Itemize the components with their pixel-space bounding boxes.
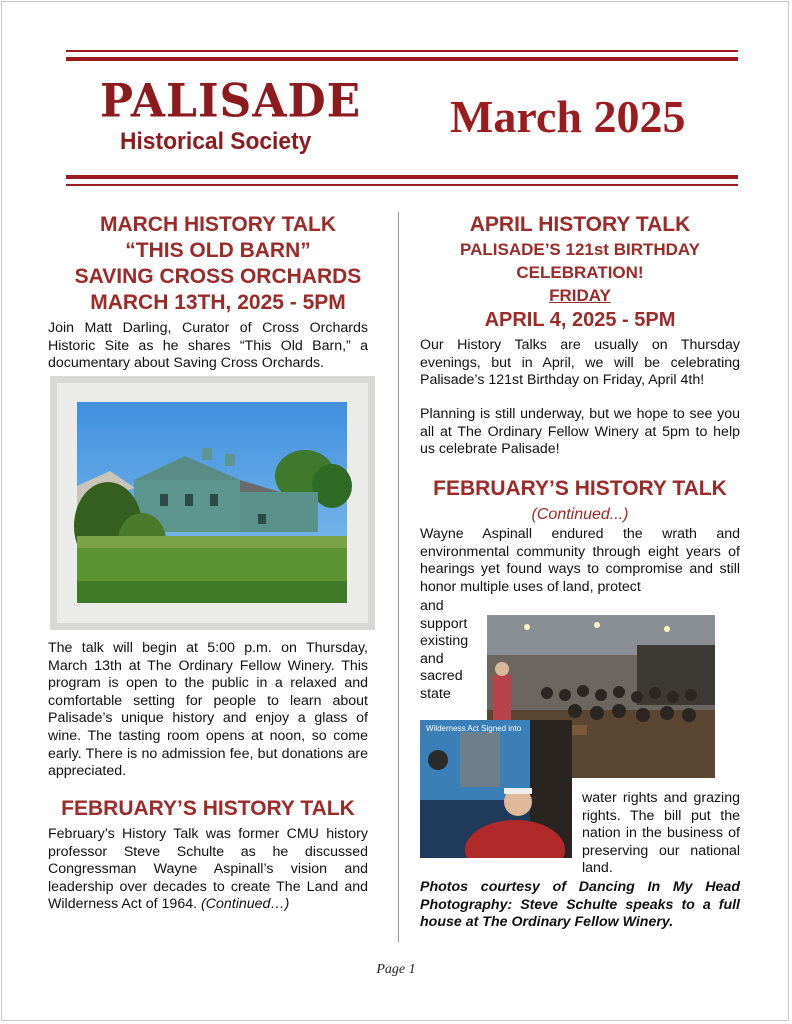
feb-continued-para: Wayne Aspinall endured the wrath and environmental community through eight years of hearings yet found ways to compromise and still honor multiple uses of land, protect (420, 526, 740, 595)
feb-talk-heading-right: FEBRUARY’S HISTORY TALK (433, 477, 727, 500)
feb-wrap-after: water rights and grazing rights. The bill put the nation in the business of preserving our national land. (582, 790, 740, 877)
top-rule-1 (66, 50, 738, 52)
column-divider (398, 212, 399, 942)
feb-continued-heading: (Continued...) (531, 506, 629, 523)
logo-subtitle: Historical Society (120, 128, 312, 155)
wrap-word: support (420, 615, 468, 632)
wrap-word: sacred (420, 668, 463, 685)
april-heading-line2: PALISADE’S 121st BIRTHDAY (460, 240, 700, 259)
bottom-rule-1 (66, 175, 738, 179)
screen-text: Wilderness Act Signed into (426, 724, 522, 733)
photo-caption: Photos courtesy of Dancing In My Head Photography: Steve Schulte speaks to a full house at The Ordinary Fellow Winery. (420, 879, 740, 931)
top-rule-2 (66, 57, 738, 61)
april-heading-line3: CELEBRATION! (516, 263, 644, 282)
march-talk-heading (48, 212, 388, 316)
barn-photo (50, 376, 375, 630)
april-heading-date: APRIL 4, 2025 - 5PM (484, 309, 676, 331)
feb-talk-body: February’s History Talk was former CMU history professor Steve Schulte as he discussed Congressman Wayne Aspinall’s vision and leadership over decades to create The Land and Wilderness Act of 1964. (48, 826, 368, 913)
speaker-photo (420, 720, 572, 858)
april-heading-day: FRIDAY (549, 286, 611, 305)
march-details-text: The talk will begin at 5:00 p.m. on Thursday, March 13th at The Ordinary Fellow Winery. This program is open to the public in a relaxed and comfortable setting for people to learn about Palisade’s unique history and enjoy a glass of wine. The tasting room opens at noon, so come early. There is no admission fee, but donations are appreciated. (48, 640, 368, 780)
page-number: Page 1 (376, 962, 416, 977)
bottom-rule-2 (66, 184, 738, 186)
march-heading-line2: “THIS OLD BARN” (125, 239, 311, 262)
barn-illustration (50, 376, 375, 630)
april-heading-line1: APRIL HISTORY TALK (469, 213, 691, 236)
april-talk-heading (420, 212, 740, 333)
wrap-word: and (420, 650, 444, 667)
feb-talk-text-left (48, 826, 368, 914)
march-heading-date: MARCH 13TH, 2025 - 5PM (90, 291, 346, 314)
society-logo (96, 74, 362, 166)
april-para-1: Our History Talks are usually on Thursday evenings, but in April, we will be celebrating Palisade’s 121st Birthday on Friday, April 4th! (420, 337, 740, 389)
wrap-word: and (420, 598, 444, 614)
wrap-word: existing (420, 633, 469, 650)
issue-title: March 2025 (450, 91, 686, 142)
march-heading-line1: MARCH HISTORY TALK (99, 213, 337, 236)
logo-word: PALISADE (100, 74, 362, 129)
speaker-illustration (420, 720, 572, 858)
feb-continued-note: (Continued…) (201, 896, 290, 913)
wrap-word: state (420, 685, 451, 702)
feb-wrap-words (420, 598, 480, 704)
april-para-2: Planning is still underway, but we hope to see you all at The Ordinary Fellow Winery at 5pm to help us celebrate Palisade! (420, 406, 740, 458)
march-intro-text: Join Matt Darling, Curator of Cross Orchards Historic Site as he shares “This Old Barn,” a documentary about Saving Cross Orchards. (48, 320, 368, 372)
march-heading-line3: SAVING CROSS ORCHARDS (74, 265, 362, 288)
feb-talk-heading-left: FEBRUARY’S HISTORY TALK (61, 797, 355, 820)
